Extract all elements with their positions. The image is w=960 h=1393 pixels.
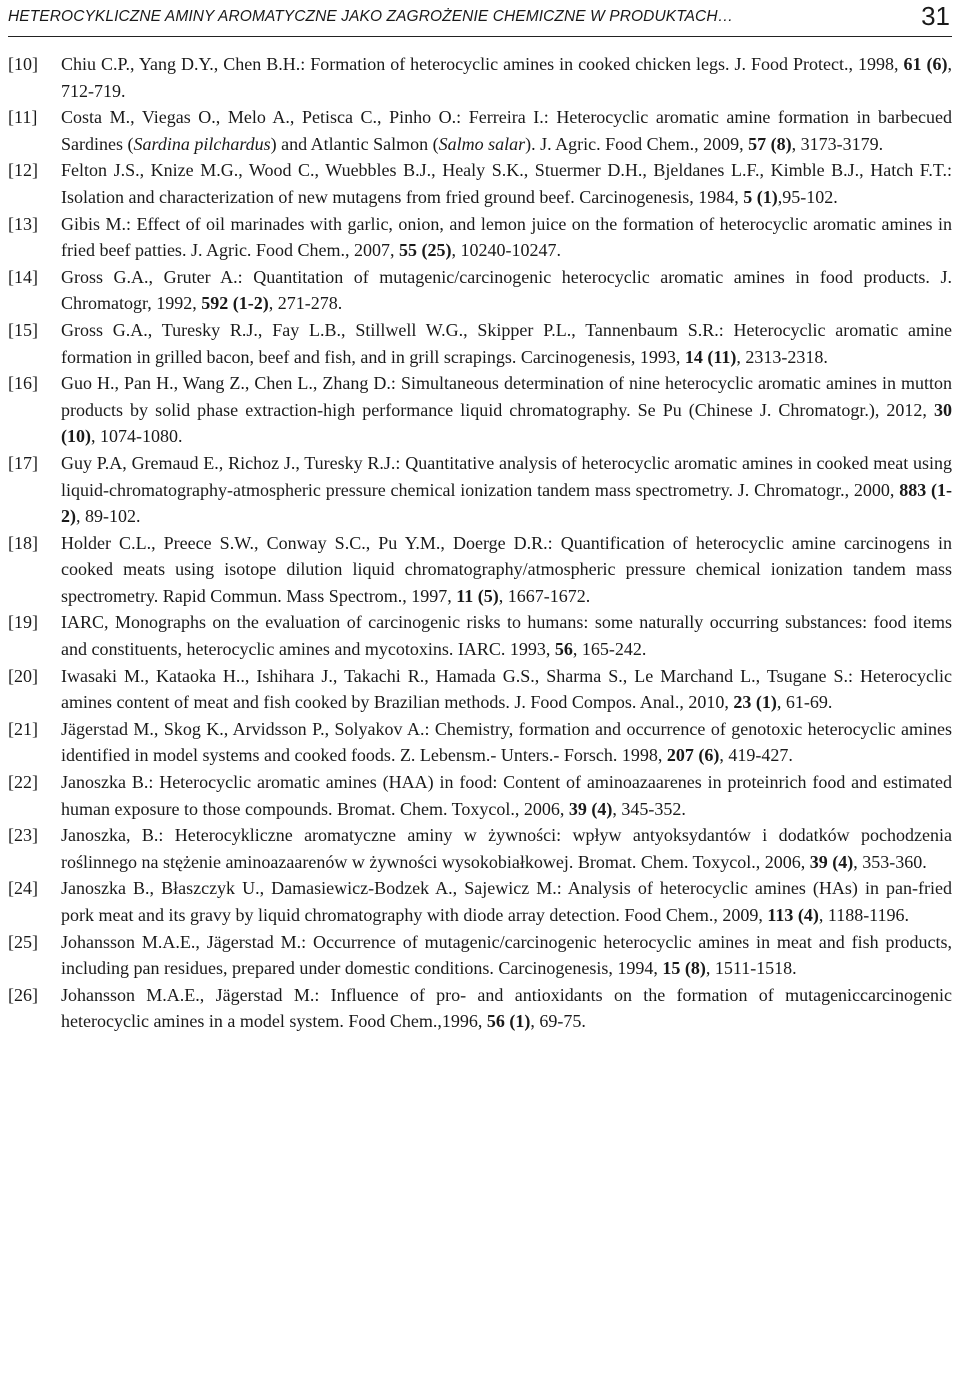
reference-number: [18] (8, 532, 38, 553)
volume-issue: 11 (5) (456, 585, 499, 606)
volume-issue: 15 (8) (662, 958, 706, 979)
citation-text: Johansson M.A.E., Jägerstad M.: Influence of pro- and antioxidants on the formation of mutageniccarcinogenic heterocyclic amines in a model system. Food Chem.,1996, (61, 984, 952, 1032)
citation-text: Gibis M.: Effect of oil marinades with garlic, onion, and lemon juice on the formation of heterocyclic aromatic amines in fried beef patties. J. Agric. Food Chem., 2007, (61, 213, 952, 261)
reference-text (61, 982, 952, 1035)
reference-text (61, 530, 952, 610)
citation-text: , 69-75. (530, 1011, 586, 1032)
species-name: Sardina pilchardus (133, 133, 271, 154)
reference-item (8, 530, 952, 610)
volume-issue: 113 (4) (767, 905, 819, 925)
reference-number: [11] (8, 107, 38, 128)
citation-text: , 1074-1080. (91, 426, 183, 447)
citation-text: IARC, Monographs on the evaluation of carcinogenic risks to humans: some naturally occurring substances: food items and constituents, heterocyclic amines and mycotoxins. IARC. 1993, (61, 612, 952, 660)
citation-text: Johansson M.A.E., Jägerstad M.: Occurrence of mutagenic/carcinogenic heterocyclic amines in meat and fish products, including pan residues, prepared under domestic conditions. Carcinogenesis, 1994, (61, 931, 952, 979)
citation-text: , 1667-1672. (498, 585, 591, 606)
reference-number: [15] (8, 319, 38, 340)
reference-item (8, 264, 952, 317)
reference-text (61, 663, 952, 716)
reference-text (61, 264, 952, 317)
citation-text: , 10240-10247. (451, 240, 561, 261)
reference-item (8, 609, 952, 662)
reference-item (8, 51, 952, 104)
citation-text: ,95-102. (777, 186, 838, 207)
citation-text: Gross G.A., Turesky R.J., Fay L.B., Stillwell W.G., Skipper P.L., Tannenbaum S.R.: Heterocyclic aromatic amine formation in grilled bacon, beef and fish, and in grill scrapings. Carcinogenesis, 1993, (61, 319, 952, 367)
page-header (8, 2, 952, 37)
citation-text: Felton J.S., Knize M.G., Wood C., Wuebbles B.J., Healy S.K., Stuermer D.H., Bjeldanes L.F., Kimble B.J., Hatch F.T.: Isolation and characterization of new mutagens from fried ground beef. Carcinogenesis, 1984, (61, 160, 952, 207)
reference-text (61, 769, 952, 822)
reference-text (61, 51, 952, 104)
citation-text: ). J. Agric. Food Chem., 2009, (525, 133, 749, 154)
reference-item (8, 370, 952, 450)
reference-number: [17] (8, 452, 38, 473)
volume-issue: 57 (8) (748, 133, 792, 154)
citation-text: Iwasaki M., Kataoka H.., Ishihara J., Takachi R., Hamada G.S., Sharma S., Le Marchand L., Tsugane S.: Heterocyclic amines content of meat and fish cooked by Brazilian methods. J. Food Compos. Anal., 2010, (61, 665, 952, 713)
volume-issue: 39 (4) (809, 851, 854, 872)
reference-item (8, 157, 952, 210)
citation-text: , 353-360. (853, 851, 927, 872)
reference-number: [20] (8, 665, 38, 686)
citation-text: , 165-242. (572, 639, 647, 660)
reference-text (61, 929, 952, 982)
page-number: 31 (921, 1, 950, 31)
reference-number: [25] (8, 931, 38, 952)
citation-text: ) and Atlantic Salmon ( (270, 133, 439, 154)
reference-item (8, 822, 952, 875)
citation-text: , 61-69. (776, 692, 833, 713)
reference-number: [23] (8, 825, 38, 846)
citation-text: , 271-278. (268, 293, 343, 314)
citation-text: , 89-102. (76, 506, 141, 527)
reference-item (8, 317, 952, 370)
reference-text (61, 370, 952, 450)
volume-issue: 5 (1) (743, 186, 778, 207)
citation-text: , 1511-1518. (705, 958, 797, 979)
reference-text (61, 822, 952, 875)
reference-number: [12] (8, 160, 38, 181)
citation-text: Costa M., Viegas O., Melo A., Petisca C., Pinho O.: Ferreira I.: Heterocyclic aromatic amine formation in barbecued Sardines ( (61, 107, 952, 154)
reference-text (61, 317, 952, 370)
citation-text: Guy P.A, Gremaud E., Richoz J., Turesky R.J.: Quantitative analysis of heterocyclic aromatic amines in cooked meat using liquid-chromatography-atmospheric pressure chemical ionization tandem mass spectrometry. J. Chromatogr., 2000, (61, 452, 952, 500)
citation-text: Jägerstad M., Skog K., Arvidsson P., Solyakov A.: Chemistry, formation and occurrence of genotoxic heterocyclic amines identified in model systems and cooked foods. Z. Lebensm.- Unters.- Forsch. 1998, (61, 718, 952, 766)
reference-number: [13] (8, 213, 38, 234)
reference-item (8, 929, 952, 982)
citation-text: , 3173-3179. (791, 133, 884, 154)
volume-issue: 39 (4) (568, 798, 613, 819)
citation-text: , 419-427. (719, 745, 793, 766)
reference-text (61, 104, 952, 157)
reference-number: [10] (8, 54, 38, 74)
reference-item (8, 104, 952, 157)
reference-item (8, 716, 952, 769)
citation-text: Janoszka B.: Heterocyclic aromatic amines (HAA) in food: Content of aminoazaarenes in proteinrich food and estimated human exposure to those compounds. Bromat. Chem. Toxycol., 2006, (61, 772, 952, 819)
reference-number: [14] (8, 266, 38, 287)
citation-text: , 712-719. (61, 54, 952, 101)
species-name: Salmo salar (438, 133, 526, 154)
citation-text: , 345-352. (612, 798, 686, 819)
reference-text (61, 716, 952, 769)
volume-issue: 56 (1) (486, 1011, 531, 1032)
reference-number: [16] (8, 373, 38, 394)
reference-text (61, 157, 952, 210)
reference-number: [19] (8, 612, 38, 633)
volume-issue: 207 (6) (666, 745, 720, 766)
reference-text (61, 609, 952, 662)
reference-text (61, 450, 952, 530)
citation-text: Janoszka, B.: Heterocykliczne aromatyczne aminy w żywności: wpływ antyoksydantów i dodatków pochodzenia roślinnego na stężenie aminoazaarenów w żywności wysokobiałkowej. Bromat. Chem. Toxycol., 2006, (61, 825, 952, 872)
citation-text: , 1188-1196. (818, 905, 910, 925)
reference-item (8, 769, 952, 822)
citation-text: Janoszka B., Błaszczyk U., Damasiewicz-Bodzek A., Sajewicz M.: Analysis of heterocyclic amines (HAs) in pan-fried pork meat and its gravy by liquid chromatography with diode array detection. Food Chem., 2009, (61, 878, 952, 925)
citation-text: , 2313-2318. (736, 346, 828, 367)
reference-item (8, 982, 952, 1035)
reference-number: [24] (8, 878, 38, 899)
volume-issue: 592 (1-2) (201, 293, 269, 314)
volume-issue: 883 (1-2) (61, 479, 952, 527)
reference-item (8, 211, 952, 264)
citation-text: Guo H., Pan H., Wang Z., Chen L., Zhang D.: Simultaneous determination of nine heterocyclic aromatic amines in mutton products by solid phase extraction-high performance liquid chromatography. Se Pu (Chinese J. Chromatogr.), 2012, (61, 373, 952, 420)
volume-issue: 56 (554, 639, 573, 660)
reference-text (61, 211, 952, 264)
citation-text: Holder C.L., Preece S.W., Conway S.C., Pu Y.M., Doerge D.R.: Quantification of heterocyclic amine carcinogens in cooked meats using isotope dilution liquid chromatography/atmospheric pressure chemical ionization tandem mass spectrometry. Rapid Commun. Mass Spectrom., 1997, (61, 532, 952, 606)
reference-number: [22] (8, 772, 38, 793)
reference-number: [26] (8, 984, 38, 1005)
reference-number: [21] (8, 718, 38, 739)
volume-issue: 14 (11) (684, 346, 737, 367)
volume-issue: 23 (1) (733, 692, 777, 713)
reference-list (8, 51, 952, 1035)
reference-text (61, 875, 952, 928)
reference-item (8, 663, 952, 716)
volume-issue: 61 (6) (903, 54, 948, 74)
volume-issue: 55 (25) (398, 240, 452, 261)
volume-issue: 30 (10) (61, 399, 952, 447)
citation-text: Gross G.A., Gruter A.: Quantitation of mutagenic/carcinogenic heterocyclic aromatic amines in food products. J. Chromatogr, 1992, (61, 266, 952, 314)
reference-item (8, 875, 952, 928)
citation-text: Chiu C.P., Yang D.Y., Chen B.H.: Formation of heterocyclic amines in cooked chicken legs. J. Food Protect., 1998, (61, 54, 904, 74)
reference-item (8, 450, 952, 530)
running-title: HETEROCYKLICZNE AMINY AROMATYCZNE JAKO ZAGROŻENIE CHEMICZNE W PRODUKTACH… (8, 8, 734, 25)
